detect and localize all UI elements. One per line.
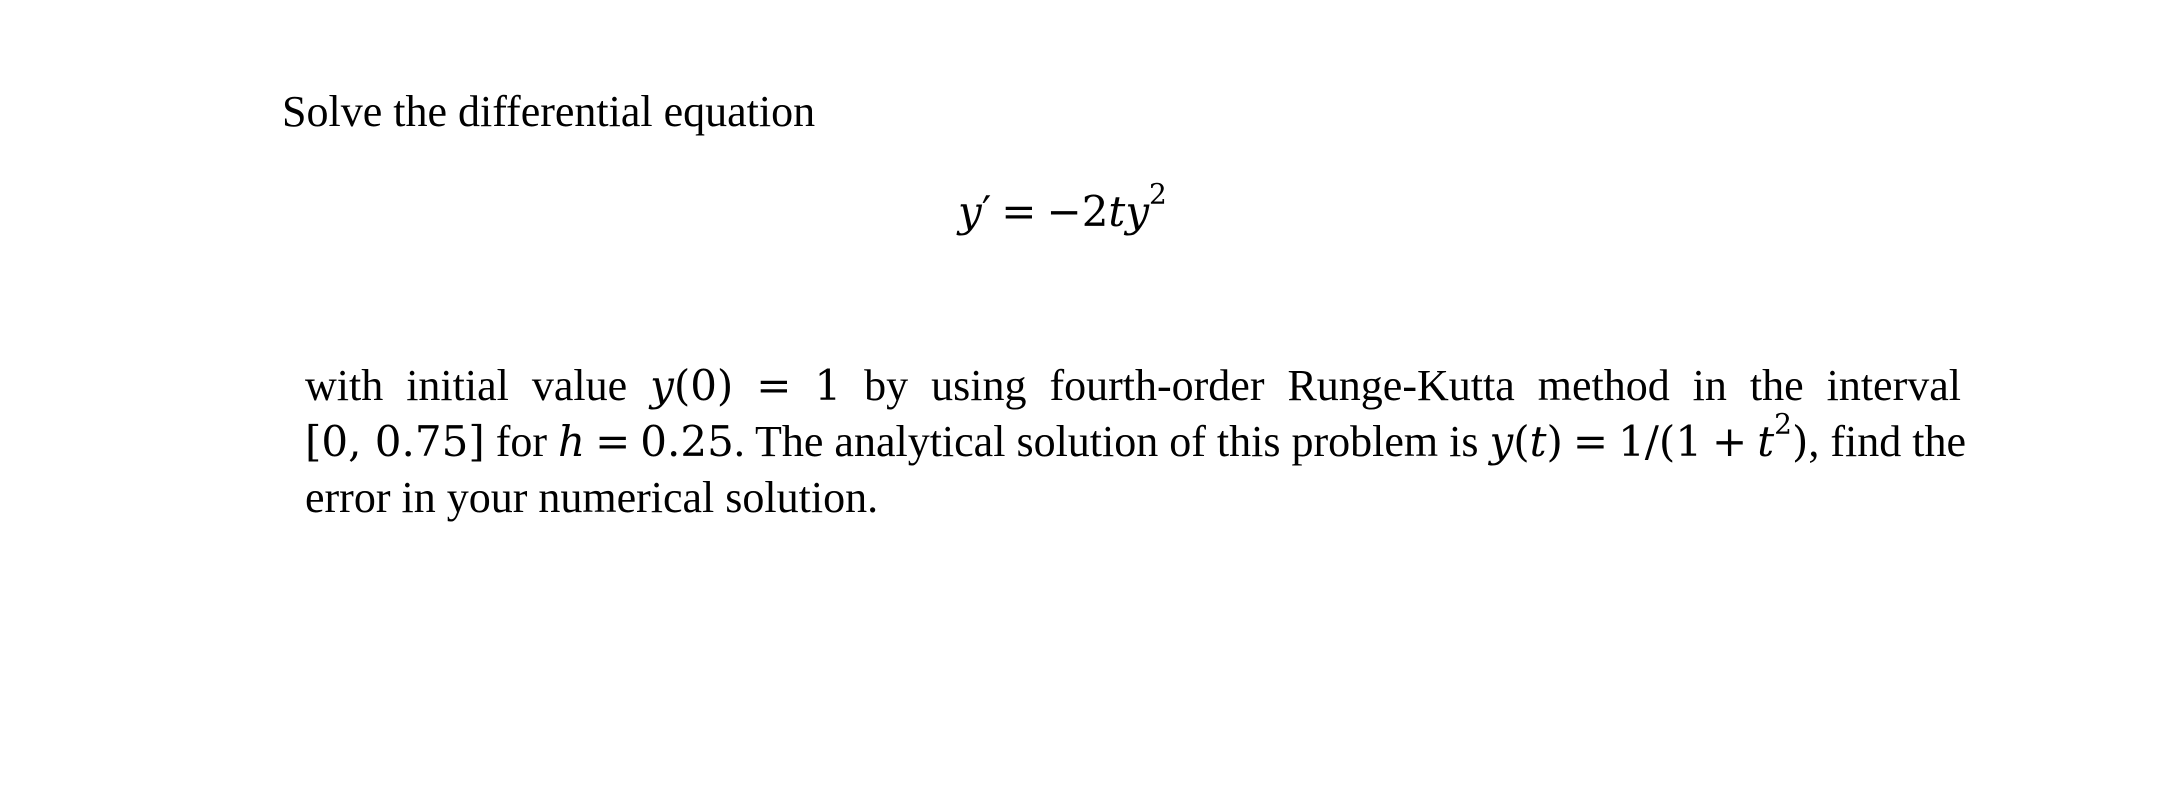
- display-equation: $y' = -2ty^2$: [958, 177, 1167, 236]
- step-size-expression: h = 0.25: [558, 417, 734, 466]
- analytical-solution-expression: $y(t) = 1/(1 + t^2)$: [1489, 407, 1809, 466]
- paragraph-line-3: error in your numerical solution.: [305, 473, 879, 522]
- problem-paragraph: [305, 358, 1966, 526]
- intro-text: Solve the differential equation: [282, 87, 816, 136]
- initial-value-expression: y(0): [650, 361, 734, 410]
- paragraph-line-2: [0, 0.75] for h = 0.25. The analytical solution of this problem is $y(t) = 1/(1 + t^2)$, find the: [305, 407, 1966, 466]
- interval-expression: [0, 0.75]: [305, 417, 485, 466]
- paragraph-line-1: with initial value y(0) = 1 by using fourth-order Runge-Kutta method in the interval: [305, 361, 1961, 410]
